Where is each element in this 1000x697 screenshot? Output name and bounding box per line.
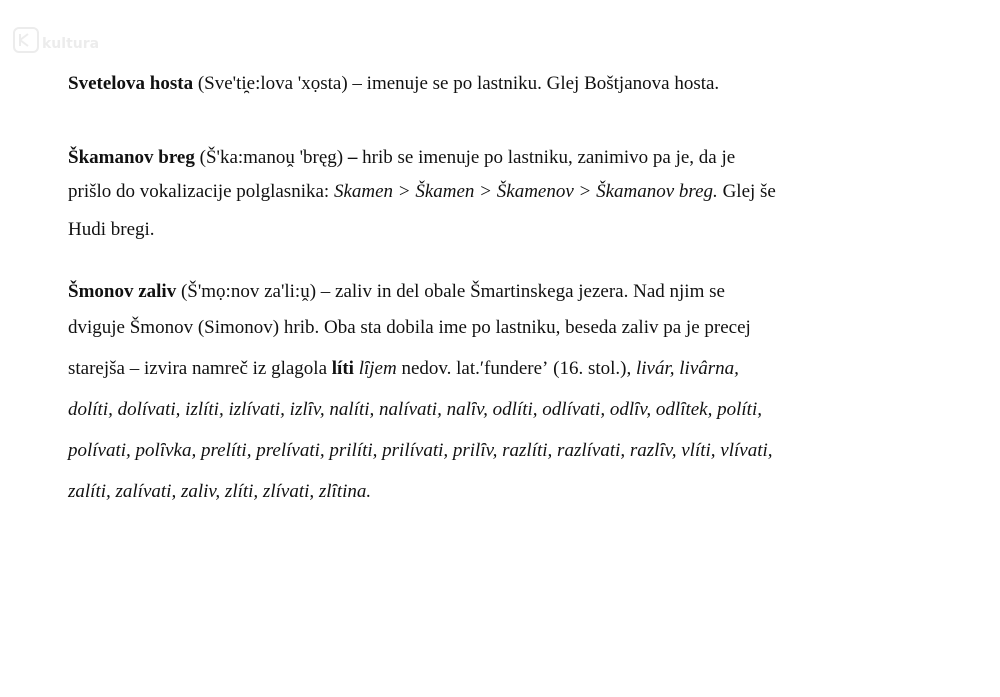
entry-line — [68, 173, 928, 211]
watermark-logo-icon — [12, 22, 112, 56]
entry-smonov-zaliv — [68, 277, 928, 512]
entry-line: dviguje Šmonov (Simonov) hrib. Oba sta dobila ime po lastniku, beseda zaliv pa je precej — [68, 317, 751, 338]
entry-headword: Svetelova hosta — [68, 73, 194, 94]
entry-line: Hudi bregi. — [68, 219, 155, 240]
entry-text: – zaliv in del obale Šmartinskega jezera. Nad njim se — [316, 281, 725, 302]
entry-text: hrib se imenuje po lastniku, zanimivo pa je, da je — [357, 147, 736, 168]
document-body — [68, 70, 928, 512]
entry-text: prišlo do vokalizacije polglasnika: — [68, 181, 334, 202]
entry-text: starejša – izvira namreč iz glagola — [68, 358, 332, 379]
entry-text: Glej še — [717, 181, 776, 202]
entry-example: Skamen > Škamen > Škamenov > Škamanov breg. — [333, 181, 718, 202]
entry-headword: Škamanov breg — [68, 147, 195, 168]
entry-svetelova-hosta — [68, 70, 928, 98]
entry-example: lȋjem — [358, 358, 397, 379]
entry-line: zalíti, zalívati, zaliv, zlíti, zlívati, zlȋtina. — [68, 481, 372, 502]
entry-line — [68, 348, 928, 389]
svg-text:kultura: kultura — [42, 36, 100, 52]
entry-line — [68, 277, 928, 307]
entry-line: polívati, polȋvka, prelíti, prelívati, prilíti, prilívati, prilȋv, razlíti, razlívati, razlȋv, vlíti, vlívati, — [68, 440, 773, 461]
entry-line: dolíti, dolívati, izlíti, izlívati, izlȋv, nalíti, nalívati, nalȋv, odlíti, odlívati, odlȋv, odlȋtek, políti, — [68, 399, 762, 420]
entry-line — [68, 143, 928, 173]
entry-dash: – — [343, 147, 358, 168]
entry-headword: Šmonov zaliv — [68, 281, 177, 302]
entry-pronunciation: (Š'mọ:nov za'li:ṷ) — [180, 281, 317, 302]
entry-text: – imenuje se po lastniku. Glej Boštjanova hosta. — [347, 73, 720, 94]
entry-example: livár, livârna, — [636, 358, 739, 379]
entry-pronunciation: (Š'ka:manoṷ 'bręg) — [199, 147, 344, 168]
entry-text: nedov. lat.ʹfundereʼ (16. stol.), — [396, 358, 636, 379]
entry-skamanov-breg — [68, 143, 928, 249]
entry-pronunciation: (Sve'ti̯e:lova 'xọsta) — [197, 73, 348, 94]
entry-verb: líti — [331, 358, 354, 379]
